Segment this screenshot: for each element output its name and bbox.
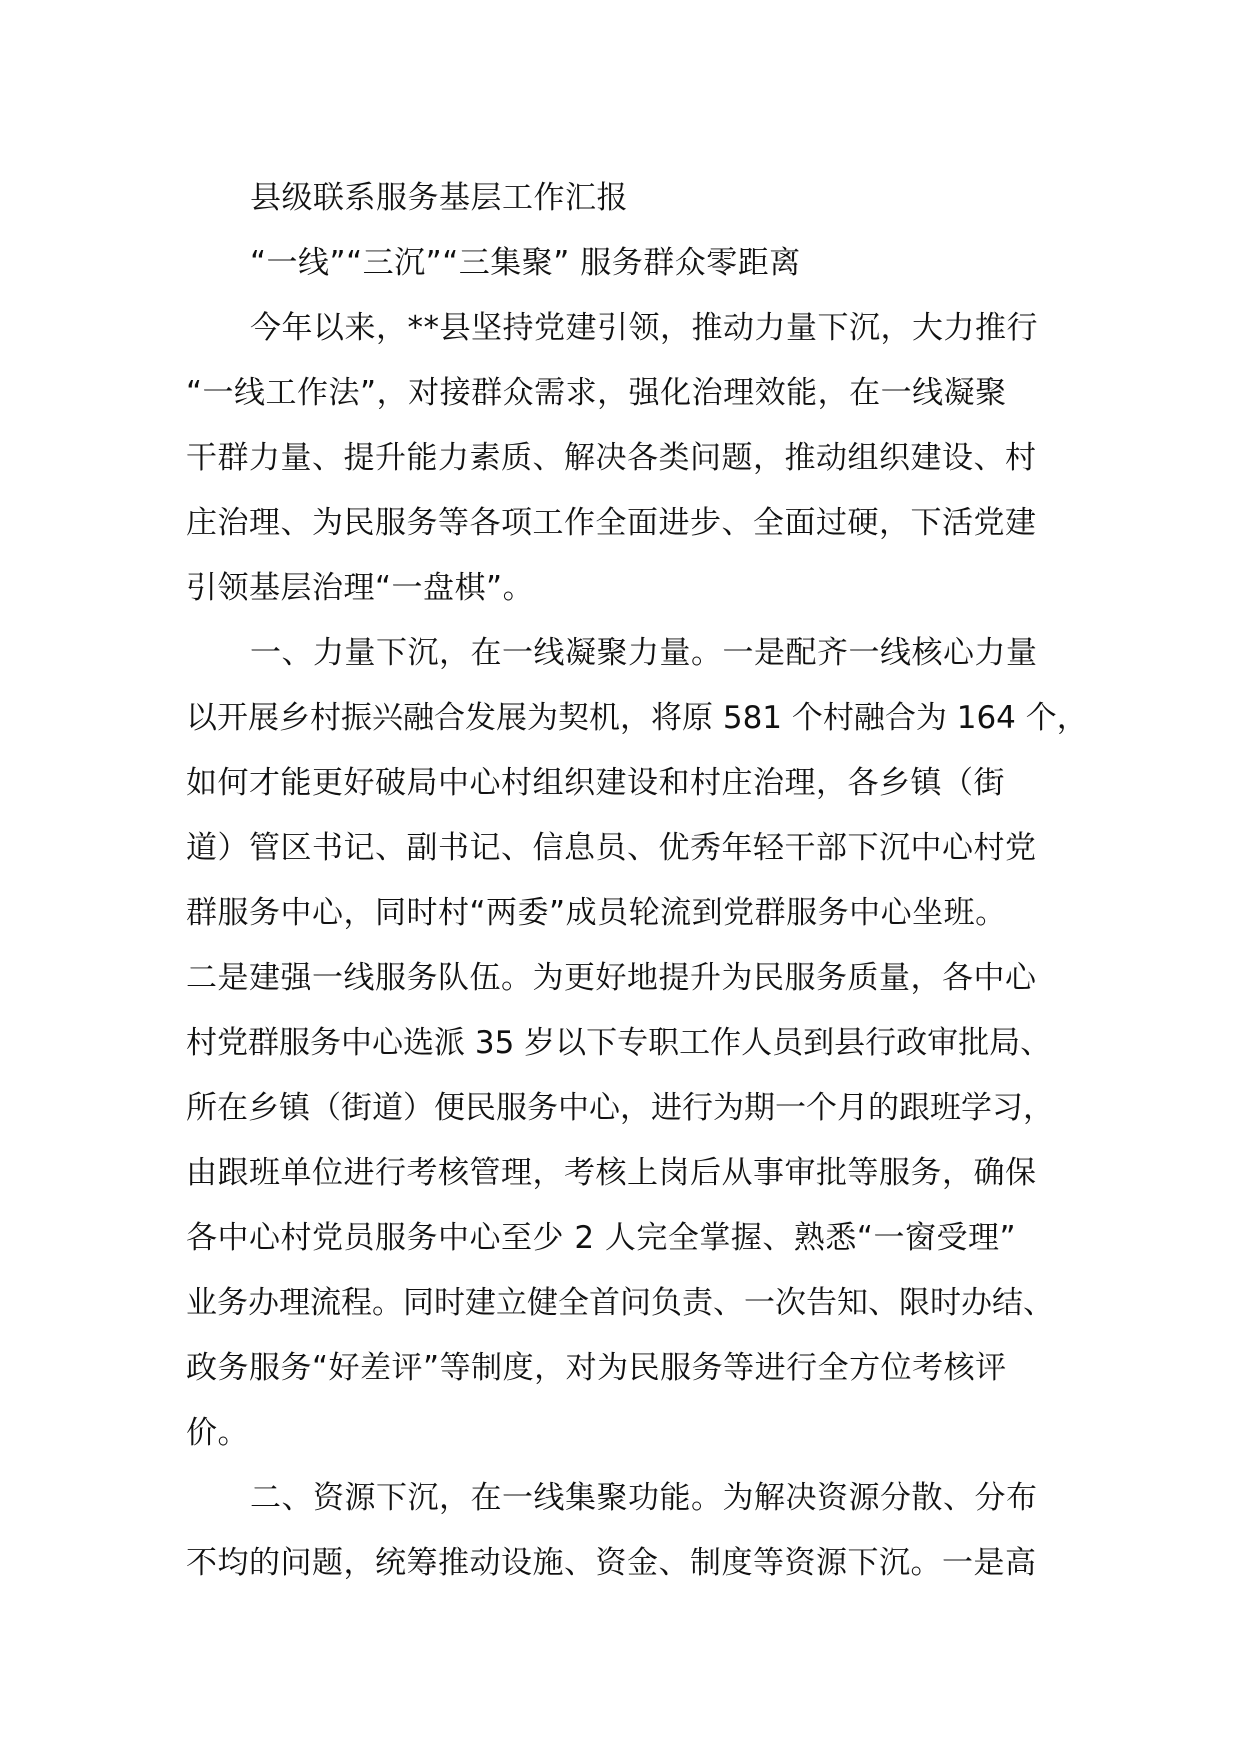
section-1-line: 以开展乡村振兴融合发展为契机，将原 581 个村融合为 164 个，: [186, 700, 1088, 736]
section-1-line: 所在乡镇（街道）便民服务中心，进行为期一个月的跟班学习，: [186, 1090, 1054, 1126]
section-1-line: 由跟班单位进行考核管理，考核上岗后从事审批等服务，确保: [186, 1155, 1037, 1191]
paragraph-1-line: 干群力量、提升能力素质、解决各类问题，推动组织建设、村: [186, 440, 1037, 476]
section-1-line: 各中心村党员服务中心至少 2 人完全掌握、熟悉“一窗受理”: [186, 1220, 1017, 1256]
section-1-line: 价。: [186, 1415, 249, 1451]
paragraph-1-line: 今年以来，**县坚持党建引领，推动力量下沉，大力推行: [250, 310, 1038, 346]
paragraph-1-line: 庄治理、为民服务等各项工作全面进步、全面过硬，下活党建: [186, 505, 1037, 541]
section-1-line: 道）管区书记、副书记、信息员、优秀年轻干部下沉中心村党: [186, 830, 1037, 866]
document-subtitle: “一线”“三沉”“三集聚” 服务群众零距离: [250, 245, 801, 281]
section-1-heading-line: 一、力量下沉，在一线凝聚力量。一是配齐一线核心力量: [250, 635, 1038, 671]
section-1-line: 业务办理流程。同时建立健全首问负责、一次告知、限时办结、: [186, 1285, 1054, 1321]
section-1-line: 政务服务“好差评”等制度，对为民服务等进行全方位考核评: [186, 1350, 1007, 1386]
section-1-line: 群服务中心，同时村“两委”成员轮流到党群服务中心坐班。: [186, 895, 1007, 931]
section-2-line: 不均的问题，统筹推动设施、资金、制度等资源下沉。一是高: [186, 1545, 1037, 1581]
paragraph-1-line: 引领基层治理“一盘棋”。: [186, 570, 535, 606]
section-1-line: 二是建强一线服务队伍。为更好地提升为民服务质量，各中心: [186, 960, 1037, 996]
section-1-line: 如何才能更好破局中心村组织建设和村庄治理，各乡镇（街: [186, 765, 1005, 801]
section-2-heading-line: 二、资源下沉，在一线集聚功能。为解决资源分散、分布: [250, 1480, 1038, 1516]
section-1-line: 村党群服务中心选派 35 岁以下专职工作人员到县行政审批局、: [186, 1025, 1052, 1061]
paragraph-1-line: “一线工作法”，对接群众需求，强化治理效能，在一线凝聚: [186, 375, 1007, 411]
document-title: 县级联系服务基层工作汇报: [250, 180, 628, 216]
